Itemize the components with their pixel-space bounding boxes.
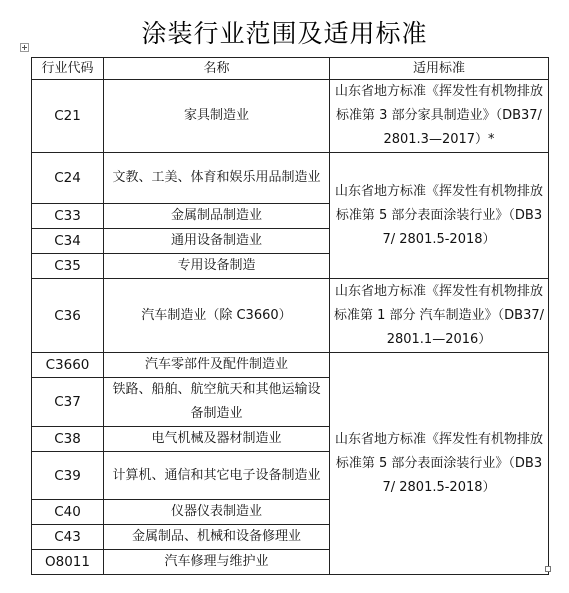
industry-code-cell: C37 bbox=[32, 378, 104, 427]
header-standard: 适用标准 bbox=[330, 58, 549, 80]
industry-name-cell: 汽车修理与维护业 bbox=[104, 550, 330, 575]
industry-name-cell: 仪器仪表制造业 bbox=[104, 500, 330, 525]
standard-cell: 山东省地方标准《挥发性有机物排放标准第 5 部分表面涂装行业》（DB37/ 2801.5-2018） bbox=[330, 353, 549, 575]
industry-code-cell: C34 bbox=[32, 229, 104, 254]
industry-code-cell: C24 bbox=[32, 153, 104, 204]
standard-cell: 山东省地方标准《挥发性有机物排放标准第 1 部分 汽车制造业》（DB37/ 2801.1—2016） bbox=[330, 279, 549, 353]
table-move-handle-icon[interactable] bbox=[20, 43, 29, 52]
industry-code-cell: C21 bbox=[32, 80, 104, 153]
industry-code-cell: C39 bbox=[32, 452, 104, 500]
industry-name-cell: 通用设备制造业 bbox=[104, 229, 330, 254]
industry-code-cell: C3660 bbox=[32, 353, 104, 378]
table-header-row bbox=[32, 58, 549, 80]
industry-name-cell: 汽车制造业（除 C3660） bbox=[104, 279, 330, 353]
industry-code-cell: C33 bbox=[32, 204, 104, 229]
table-row bbox=[32, 353, 549, 378]
table-row bbox=[32, 279, 549, 353]
industry-code-cell: C38 bbox=[32, 427, 104, 452]
industry-name-cell: 家具制造业 bbox=[104, 80, 330, 153]
industry-name-cell: 金属制品、机械和设备修理业 bbox=[104, 525, 330, 550]
standard-cell: 山东省地方标准《挥发性有机物排放标准第 5 部分表面涂装行业》（DB37/ 2801.5-2018） bbox=[330, 153, 549, 279]
industry-name-cell: 专用设备制造 bbox=[104, 254, 330, 279]
industry-name-cell: 文教、工美、体育和娱乐用品制造业 bbox=[104, 153, 330, 204]
industry-name-cell: 金属制品制造业 bbox=[104, 204, 330, 229]
standard-cell: 山东省地方标准《挥发性有机物排放标准第 3 部分家具制造业》（DB37/ 2801.3—2017）* bbox=[330, 80, 549, 153]
industry-code-cell: C35 bbox=[32, 254, 104, 279]
header-name: 名称 bbox=[104, 58, 330, 80]
industry-code-cell: O8011 bbox=[32, 550, 104, 575]
industry-name-cell: 铁路、船舶、航空航天和其他运输设备制造业 bbox=[104, 378, 330, 427]
table-row bbox=[32, 153, 549, 204]
industry-name-cell: 汽车零部件及配件制造业 bbox=[104, 353, 330, 378]
industry-standards-table bbox=[31, 57, 549, 575]
table-row bbox=[32, 80, 549, 153]
header-industry-code: 行业代码 bbox=[32, 58, 104, 80]
industry-code-cell: C36 bbox=[32, 279, 104, 353]
table-resize-handle[interactable] bbox=[545, 566, 551, 572]
industry-code-cell: C40 bbox=[32, 500, 104, 525]
document-title: 涂装行业范围及适用标准 bbox=[141, 19, 428, 48]
industry-code-cell: C43 bbox=[32, 525, 104, 550]
industry-name-cell: 电气机械及器材制造业 bbox=[104, 427, 330, 452]
industry-name-cell: 计算机、通信和其它电子设备制造业 bbox=[104, 452, 330, 500]
